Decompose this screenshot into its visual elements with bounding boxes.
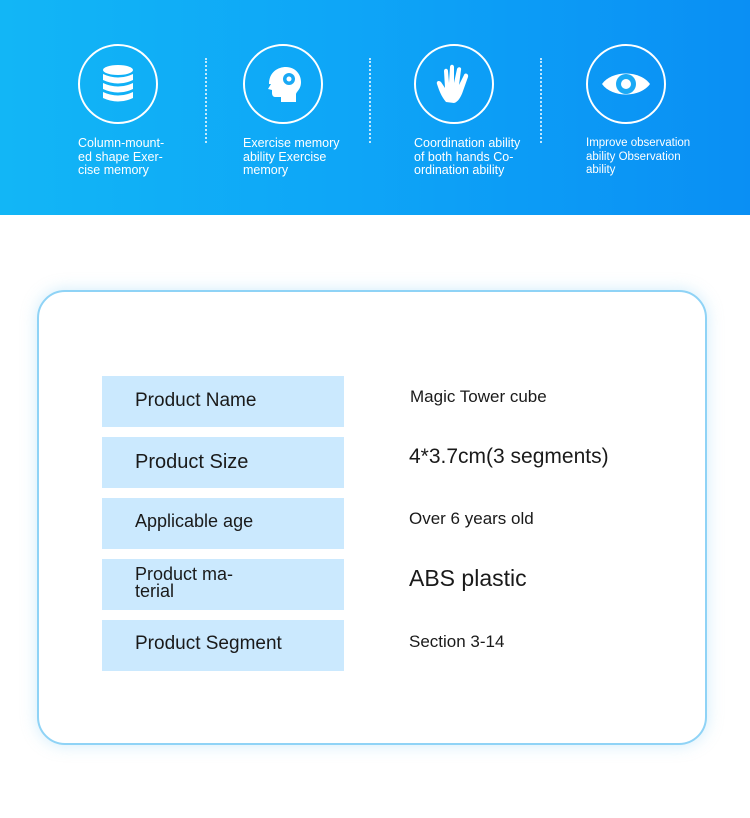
- eye-icon: [586, 44, 666, 124]
- divider: [540, 58, 542, 143]
- feature-observation: [586, 44, 746, 178]
- divider: [205, 58, 207, 143]
- feature-exercise-memory: [243, 44, 403, 178]
- spec-label: Product Segment: [135, 633, 282, 654]
- spec-label: Applicable age: [135, 511, 254, 531]
- feature-column-memory: [78, 44, 238, 178]
- spec-label: Product ma- terial: [135, 564, 234, 601]
- feature-text: Improve observation ability Observation ability: [586, 137, 691, 176]
- spec-value: Section 3-14: [409, 632, 505, 651]
- features-banner: [0, 0, 750, 215]
- hand-icon: [414, 44, 494, 124]
- spec-value: 4*3.7cm(3 segments): [409, 445, 609, 468]
- spec-value: ABS plastic: [409, 565, 527, 591]
- feature-text: Coordination ability of both hands Co- ordination ability: [414, 136, 521, 177]
- feature-text: Exercise memory ability Exercise memory: [243, 136, 340, 177]
- spec-label: Product Size: [135, 451, 249, 473]
- divider: [369, 58, 371, 143]
- spec-label: Product Name: [135, 390, 257, 411]
- spec-value: Over 6 years old: [409, 509, 534, 528]
- spec-value: Magic Tower cube: [410, 387, 547, 406]
- brain-head-icon: [243, 44, 323, 124]
- feature-text: Column-mount- ed shape Exer- cise memory: [78, 136, 165, 177]
- feature-coordination: [414, 44, 574, 178]
- coin-stack-icon: [78, 44, 158, 124]
